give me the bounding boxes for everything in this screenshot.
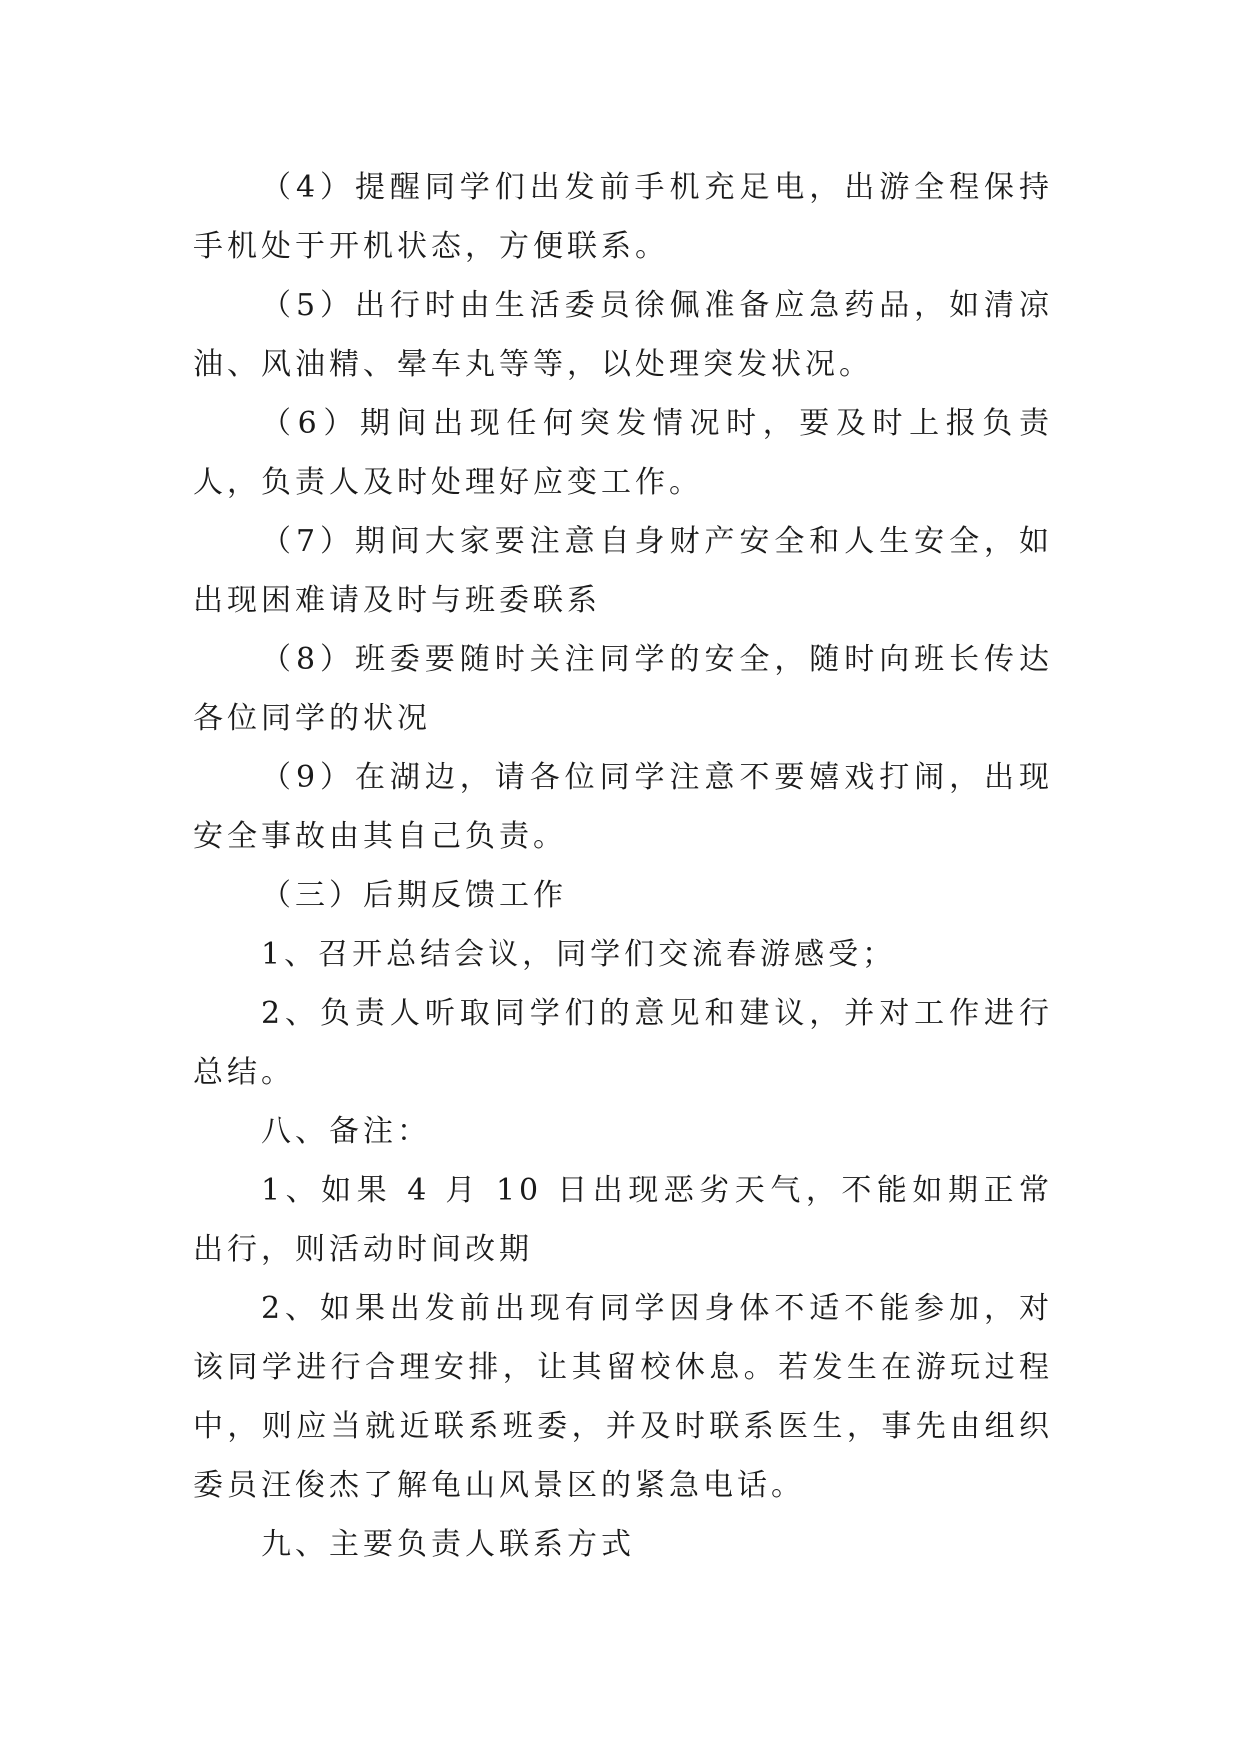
notes-item-1: 1、如果 4 月 10 日出现恶劣天气，不能如期正常出行，则活动时间改期 xyxy=(193,1173,1053,1267)
document-body xyxy=(193,158,1053,1574)
paragraph-item-4: （4）提醒同学们出发前手机充足电，出游全程保持手机处于开机状态，方便联系。 xyxy=(193,170,1053,264)
feedback-item-2: 2、负责人听取同学们的意见和建议，并对工作进行总结。 xyxy=(193,996,1053,1090)
paragraph-item-7: （7）期间大家要注意自身财产安全和人生安全，如出现困难请及时与班委联系 xyxy=(193,524,1053,618)
paragraph-item-8: （8）班委要随时关注同学的安全，随时向班长传达各位同学的状况 xyxy=(193,642,1053,736)
paragraph-item-5: （5）出行时由生活委员徐佩准备应急药品，如清凉油、风油精、晕车丸等等，以处理突发状况。 xyxy=(193,288,1053,382)
section-heading-feedback: （三）后期反馈工作 xyxy=(261,878,567,913)
paragraph-item-9: （9）在湖边，请各位同学注意不要嬉戏打闹，出现安全事故由其自己负责。 xyxy=(193,760,1053,854)
paragraph-item-6: （6）期间出现任何突发情况时，要及时上报负责人，负责人及时处理好应变工作。 xyxy=(193,406,1053,500)
feedback-item-1: 1、召开总结会议，同学们交流春游感受； xyxy=(261,937,897,972)
notes-item-2: 2、如果出发前出现有同学因身体不适不能参加，对该同学进行合理安排，让其留校休息。若发生在游玩过程中，则应当就近联系班委，并及时联系医生，事先由组织委员汪俊杰了解龟山风景区的紧急电话。 xyxy=(193,1291,1053,1503)
section-heading-contacts: 九、主要负责人联系方式 xyxy=(261,1527,635,1562)
section-heading-notes: 八、备注： xyxy=(261,1114,431,1149)
